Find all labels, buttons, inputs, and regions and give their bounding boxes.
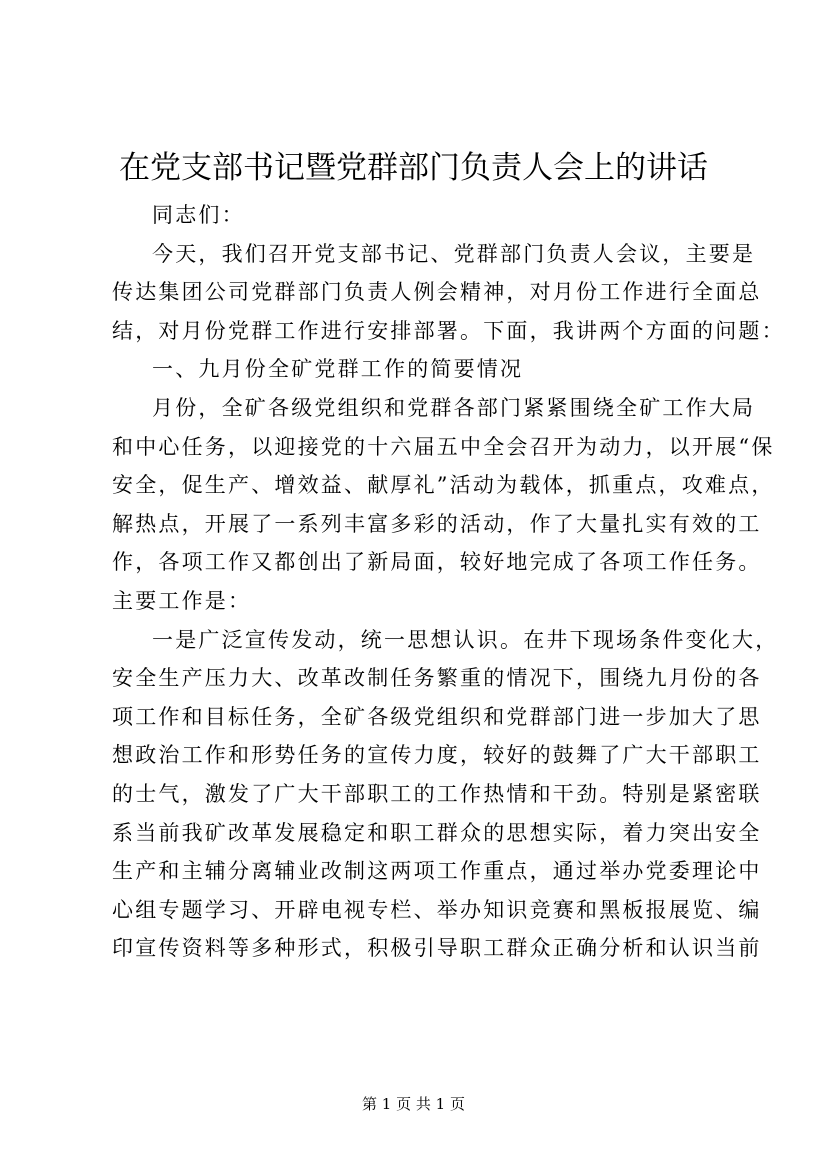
paragraph-line: 和中心任务，以迎接党的十六届五中全会召开为动力，以开展“保: [112, 434, 775, 459]
paragraph-line: 作，各项工作又都创出了新局面，较好地完成了各项工作任务。: [112, 550, 762, 575]
paragraph-line: 今天，我们召开党支部书记、党群部门负责人会议，主要是: [152, 241, 756, 266]
paragraph-line: 一是广泛宣传发动，统一思想认识。在井下现场条件变化大，: [152, 627, 779, 652]
paragraph-line: 系当前我矿改革发展稳定和职工群众的思想实际，着力突出安全: [112, 820, 762, 845]
salutation-line: 同志们：: [152, 203, 245, 227]
paragraph-line: 印宣传资料等多种形式，积极引导职工群众正确分析和认识当前: [112, 936, 762, 961]
paragraph-line: 结，对月份党群工作进行安排部署。下面，我讲两个方面的问题：: [112, 318, 785, 343]
paragraph-line: 生产和主辅分离辅业改制这两项工作重点，通过举办党委理论中: [112, 859, 762, 884]
page-number-footer: 第 1 页 共 1 页: [362, 1095, 465, 1113]
document-body: [112, 196, 785, 968]
paragraph-line: 传达集团公司党群部门负责人例会精神，对月份工作进行全面总: [112, 280, 762, 305]
paragraph-line: 安全，促生产、增效益、献厚礼”活动为载体，抓重点，攻难点，: [112, 473, 775, 498]
paragraph-line: 解热点，开展了一系列丰富多彩的活动，作了大量扎实有效的工: [112, 511, 762, 536]
paragraph-line: 心组专题学习、开辟电视专栏、举办知识竞赛和黑板报展览、编: [112, 897, 762, 922]
paragraph-line: 的士气，激发了广大干部职工的工作热情和干劲。特别是紧密联: [112, 781, 762, 806]
paragraph-line: 安全生产压力大、改革改制任务繁重的情况下，围绕九月份的各: [112, 666, 762, 691]
paragraph-line: 项工作和目标任务，全矿各级党组织和党群部门进一步加大了思: [112, 704, 762, 729]
paragraph-line: 想政治工作和形势任务的宣传力度，较好的鼓舞了广大干部职工: [112, 743, 762, 768]
document-title: 在党支部书记暨党群部门负责人会上的讲话: [119, 150, 708, 186]
paragraph-line: 月份，全矿各级党组织和党群各部门紧紧围绕全矿工作大局: [152, 395, 756, 420]
section-heading: 一、九月份全矿党群工作的简要情况: [152, 357, 524, 382]
paragraph-line: 主要工作是：: [112, 588, 252, 613]
